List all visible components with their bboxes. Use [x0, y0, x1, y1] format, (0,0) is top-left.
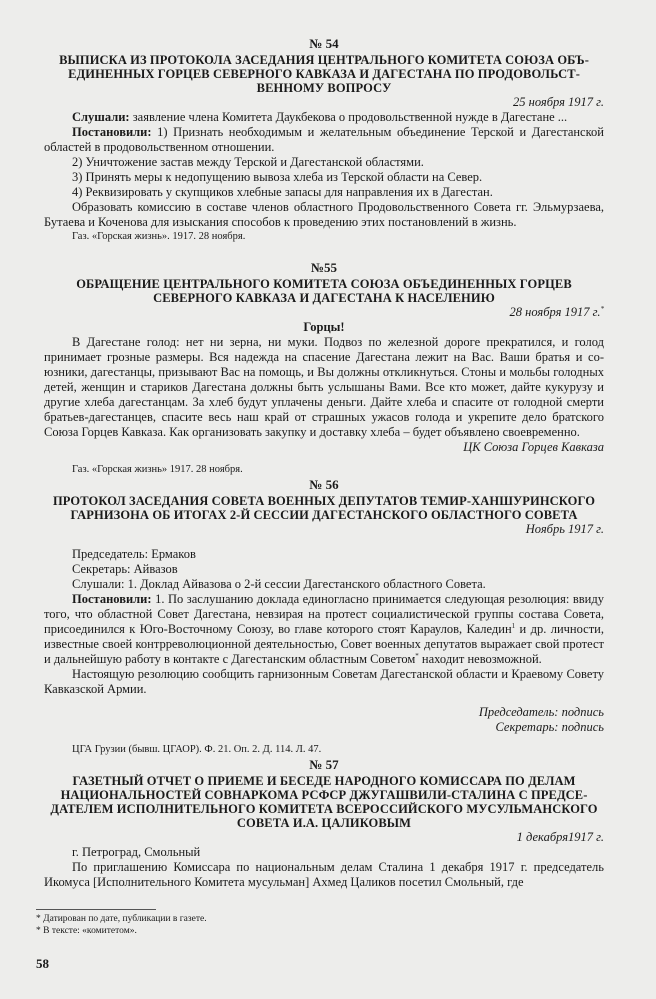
doc56-resolved-label: Постановили: [72, 592, 152, 606]
doc57-place: г. Петроград, Смольный [72, 845, 201, 859]
doc56-report: Настоящую резолюцию сообщить гарнизонным Советам Дагестанской области и Краевому Совету Кавказской Армии. [44, 667, 604, 696]
doc57-body: По приглашению Комиссара по национальным делам Сталина 1 декабря 1917 г. председатель Икомуса [Исполнительного Комитета мусульман] Ахмед Цаликов посетил Смольный, где [44, 860, 604, 889]
doc56-date: Ноябрь 1917 г. [525, 522, 604, 536]
doc56-resolved-text-c: находит невозможной. [418, 652, 542, 666]
doc54-item2: 2) Уничтожение застав между Терской и Дагестанской областями. [72, 155, 424, 169]
doc56-listened: Слушали: 1. Доклад Айвазова о 2-й сессии Дагестанского областного Совета. [72, 577, 486, 591]
page-number: 58 [36, 956, 49, 971]
footnotes [36, 913, 616, 937]
doc55-date-mark: * [600, 304, 604, 313]
doc54-date: 25 ноября 1917 г. [513, 95, 604, 109]
doc56-chair: Председатель: Ермаков [72, 547, 196, 561]
doc57-number: № 57 [309, 757, 339, 772]
doc54-commission: Образовать комиссию в составе членов областного Продовольственного Совета гг. Эльмурзаева, Бутаева и Коченова для изыскания способов к проведению этих постановлений в жизнь. [44, 200, 604, 229]
doc56-secretary: Секретарь: Айвазов [72, 562, 178, 576]
doc55-source: Газ. «Горская жизнь» 1917. 28 ноября. [72, 464, 243, 475]
doc56-number: № 56 [309, 477, 339, 492]
doc54-resolved-label: Постановили: [72, 125, 152, 139]
doc56-footnote-mark-2: * [415, 651, 419, 660]
doc54-listened-text: заявление члена Комитета Даукбекова о продовольственной нужде в Дагестане ... [129, 110, 568, 124]
doc54-item4: 4) Реквизировать у скупщиков хлебные запасы для направления их в Дагестан. [72, 185, 493, 199]
doc54-item3: 3) Принять меры к недопущению вывоза хлеба из Терской области на Север. [72, 170, 483, 184]
doc55-date [44, 305, 604, 320]
doc54-listened-label: Слушали: [72, 110, 130, 124]
main-column [44, 36, 604, 890]
doc54-resolved [44, 125, 604, 155]
doc56-source: ЦГА Грузии (бывш. ЦГАОР). Ф. 21. Оп. 2. Д. 114. Л. 47. [72, 744, 322, 755]
doc54-source: Газ. «Горская жизнь». 1917. 28 ноября. [72, 231, 246, 242]
doc56-resolved [44, 592, 604, 667]
doc56-resolved-text-a: 1. По заслушанию доклада единогласно принимается следующая резолюция: ввиду того, что областной Совет Дагестана, невзирая на протест социалистической группы состава Совета, присоединился к Юго-Восточному Союзу, во главе которого стоят Караулов, Каледин [44, 592, 604, 636]
doc56-sig-chair: Председатель: подпись [478, 705, 604, 719]
doc55-title: ОБРАЩЕНИЕ ЦЕНТРАЛЬНОГО КОМИТЕТА СОЮЗА ОБЪЕДИНЕННЫХ ГОРЦЕВ СЕВЕРНОГО КАВКАЗА И ДАГЕСТАНА К НАСЕЛЕНИЮ [76, 277, 572, 305]
doc56-sig-secretary: Секретарь: подпись [495, 720, 604, 734]
doc56-resolved-text-b: и др. личности, известные своей контрреволюционной деятельностью, Совет военных депутатов выражает свой протест и дальнейшую работу в контакте с Дагестанским областным Советом [44, 622, 604, 666]
doc55-number: №55 [310, 260, 338, 275]
doc55-signature: ЦК Союза Горцев Кавказа [463, 440, 604, 454]
footnote-1: * Датирован по дате, публикации в газете. [36, 914, 207, 924]
doc56-footnote-mark-1: 1 [511, 621, 516, 630]
doc56-title: ПРОТОКОЛ ЗАСЕДАНИЯ СОВЕТА ВОЕННЫХ ДЕПУТАТОВ ТЕМИР-ХАНШУРИНСКОГО ГАРНИЗОНА ОБ ИТОГАХ 2-Й СЕССИИ ДАГЕСТАНСКОГО ОБЛАСТНОГО СОВЕТА [52, 494, 596, 522]
doc54-title: ВЫПИСКА ИЗ ПРОТОКОЛА ЗАСЕДАНИЯ ЦЕНТРАЛЬНОГО КОМИТЕТА СОЮЗА ОБЪЕДИНЕННЫХ ГОРЦЕВ СЕВЕРНОГО КАВКАЗА И ДАГЕСТАНА ПО ПРОДОВОЛЬСТВЕННОМУ ВОПРОСУ [59, 53, 589, 95]
doc55-subtitle: Горцы! [303, 320, 345, 334]
doc54-resolved-text: 1) Признать необходимым и желательным объединение Терской и Дагестанской областей в продовольственном отношении. [44, 125, 604, 154]
doc55-body: В Дагестане голод: нет ни зерна, ни муки. Подвоз по железной дороге прекратился, и голод принимает грозные размеры. Вся надежда на спасение Дагестана лежит на Вас. Ваши братья и союзники, дагестанцы, призывают Вас на помощь, и Вы должны откликнуться. Стоны и мольбы голодных детей, женщин и стариков Дагестана должны быть услышаны Вами. Все кто может, дайте кукурузу и другие хлеба дагестанцам. За хлеб будут уплачены деньги. Дайте хлеба и спасите от голодной смерти братьев-дагестанцев, спасите весь наш край от страшных ужасов голода и укрепите дело братского Союза Горцев Кавказа. Как организовать закупку и доставку хлеба – будет объявлено своевременно. [44, 335, 604, 439]
doc57-title: ГАЗЕТНЫЙ ОТЧЕТ О ПРИЕМЕ И БЕСЕДЕ НАРОДНОГО КОМИССАРА ПО ДЕЛАМ НАЦИОНАЛЬНОСТЕЙ СОВНАРКОМА РСФСР ДЖУГАШВИЛИ-СТАЛИНА С ПРЕДСЕДАТЕЛЕМ ИСПОЛНИТЕЛЬНОГО КОМИТЕТА ВСЕРОССИЙСКОГО МУСУЛЬМАНСКОГО СОВЕТА И.А. ЦАЛИКОВЫМ [50, 774, 598, 830]
doc54-listened [44, 110, 604, 125]
footnote-2: * В тексте: «комитетом». [36, 926, 137, 936]
doc57-date: 1 декабря1917 г. [516, 830, 604, 844]
doc55-date-text: 28 ноября 1917 г. [509, 305, 601, 319]
footnote-divider [36, 909, 156, 910]
doc54-number: № 54 [309, 36, 339, 51]
